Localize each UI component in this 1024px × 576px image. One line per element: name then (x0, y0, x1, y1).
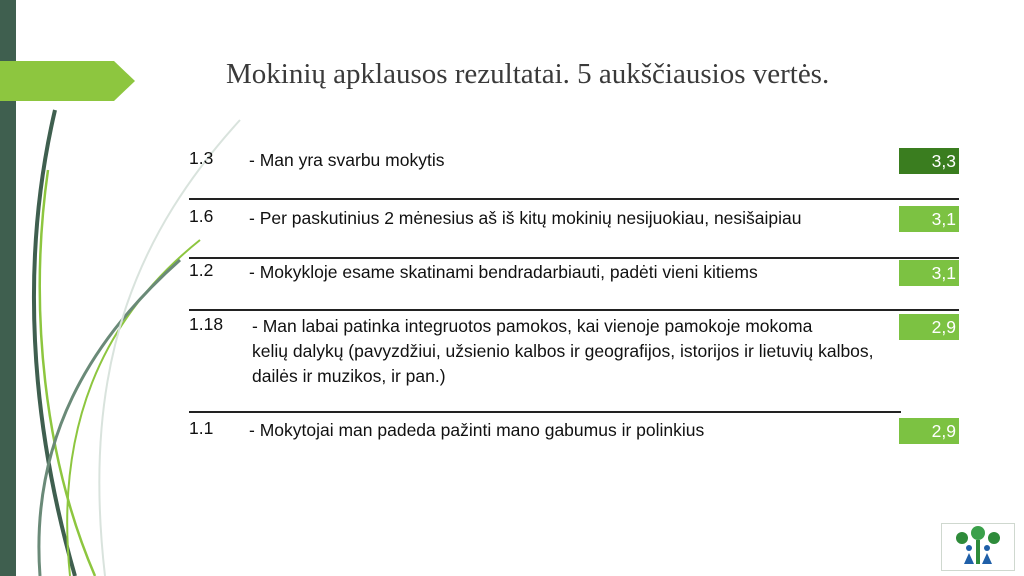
result-row-1 (189, 148, 959, 176)
row-text: - Man yra svarbu mokytis (249, 150, 445, 170)
row-number: 1.2 (189, 260, 214, 280)
row-divider (189, 198, 959, 200)
row-number: 1.1 (189, 418, 214, 438)
row-number: 1.18 (189, 314, 224, 334)
result-row-5 (189, 418, 959, 446)
result-row-2 (189, 206, 959, 234)
row-value: 2,9 (899, 314, 959, 340)
row-text: - Per paskutinius 2 mėnesius aš iš kitų mokinių nesijuokiau, nesišaipiau (249, 208, 802, 228)
title-arrow-tab (0, 61, 135, 101)
people-tree-logo-icon (942, 524, 1014, 570)
row-divider (189, 257, 959, 259)
row-text: - Mokytojai man padeda pažinti mano gabumus ir polinkius (249, 420, 705, 440)
row-divider (189, 309, 959, 311)
result-row-4 (189, 314, 959, 394)
row-value: 3,3 (899, 148, 959, 174)
page-title: Mokinių apklausos rezultatai. 5 aukščiausios vertės. (226, 58, 830, 90)
row-number: 1.6 (189, 206, 214, 226)
row-value: 3,1 (899, 260, 959, 286)
result-row-3 (189, 260, 959, 288)
row-text: - Man labai patinka integruotos pamokos, kai vienoje pamokoje mokoma kelių dalykų (pavyzdžiui, užsienio kalbos ir geografijos, istorijos ir lietuvių kalbos, dailės ir muzikos, ir pan.) (252, 316, 874, 386)
school-logo (941, 523, 1015, 571)
row-number: 1.3 (189, 148, 214, 168)
row-text: - Mokykloje esame skatinami bendradarbiauti, padėti vieni kitiems (249, 262, 758, 282)
row-divider (189, 411, 901, 413)
row-value: 2,9 (899, 418, 959, 444)
row-value: 3,1 (899, 206, 959, 232)
